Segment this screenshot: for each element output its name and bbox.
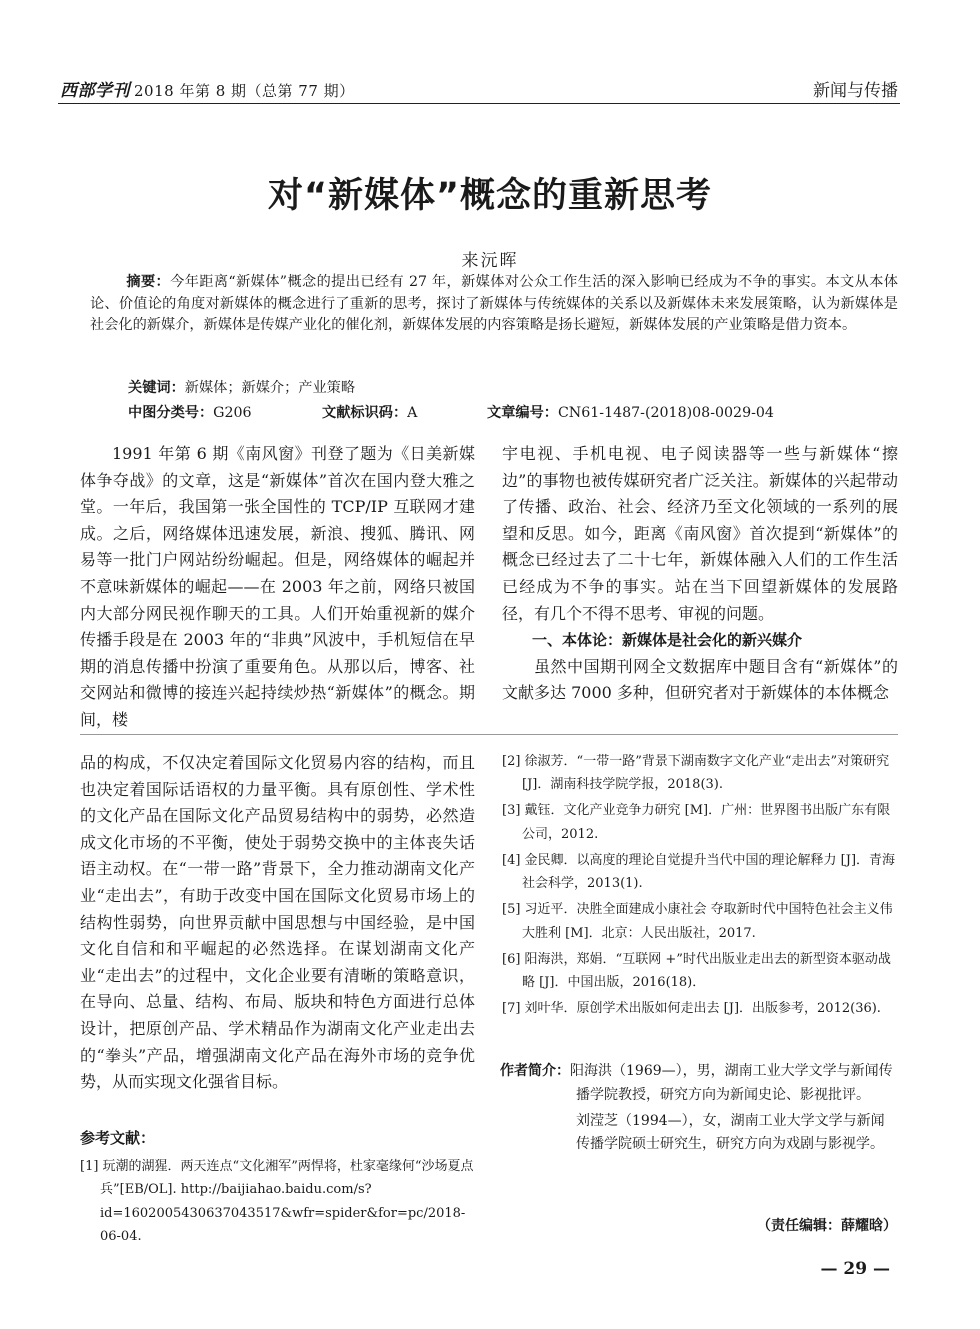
author-entry: [500, 1060, 898, 1108]
body-paragraph: 1991 年第 6 期《南风窗》刊登了题为《日美新媒体争夺战》的文章，这是“新媒体”首次在国内登大雅之堂。一年后，我国第一张全国性的 TCP/IP 互联网才建成。之后，网络媒体迅速发展，新浪、搜狐、腾讯、网易等一批门户网站纷纷崛起。但是，网络媒体的崛起并不意味新媒体的崛起——在 2003 年之前，网络只被国内大部分网民视作聊天的工具。人们开始重视新的媒介传播手段是在 2003 年的“非典”风波中，手机短信在早期的消息传播中扮演了重要角色。从那以后，博客、社交网站和微博的接连兴起持续炒热“新媒体”的概念。期间，楼: [80, 444, 475, 729]
body-column-left-top: [80, 441, 475, 734]
reference-item: [6] 阳海洪，郑娟．“互联网 +”时代出版业走出去的新型资本驱动战略 [J]．中国出版，2016(18)．: [502, 951, 891, 991]
reference-item: [1] 玩潮的湖猩．两天连点“文化湘军”两悍将，杜家毫缘何“沙场夏点兵”[EB/OL]. http://baijiahao.baidu.com/s?id=1602005430637043517&wfr=spider&for=pc/2018-06-04.: [80, 1159, 474, 1245]
references-title: 参考文献：: [80, 1129, 156, 1147]
responsible-editor: （责任编辑：薛耀晗）: [757, 1218, 897, 1234]
header-rule: [58, 103, 900, 104]
article-title: 对“新媒体”概念的重新思考: [267, 176, 712, 216]
body-paragraph: 品的构成，不仅决定着国际文化贸易内容的结构，而且也决定着国际话语权的力量平衡。具有原创性、学术性的文化产品在国际文化产品贸易结构中的弱势，必然造成文化市场的不平衡，使处于弱势交换中的主体丧失话语主动权。在“一带一路”背景下，全力推动湖南文化产业“走出去”，有助于改变中国在国际文化贸易市场上的结构性弱势，向世界贡献中国思想与中国经验，是中国文化自信和和平崛起的必然选择。在谋划湖南文化产业“走出去”的过程中，文化企业要有清晰的策略意识，在导向、总量、结构、布局、版块和特色方面进行总体设计，把原创产品、学术精品作为湖南文化产业走出去的“拳头”产品，增强湖南文化产品在海外市场的竞争优势，从而实现文化强省目标。: [80, 753, 475, 1092]
abstract-label: 摘要：: [126, 274, 171, 290]
section-name: 新闻与传播: [813, 81, 898, 101]
page-number: — 29 —: [820, 1259, 890, 1279]
keywords-label: 关键词：: [128, 380, 185, 396]
reference-item: [5] 习近平．决胜全面建成小康社会 夺取新时代中国特色社会主义伟大胜利 [M]．北京：人民出版社，2017.: [502, 902, 893, 941]
doc-code-value: A: [407, 405, 418, 421]
article-author: 来沅晖: [461, 251, 519, 271]
page-divider: [80, 734, 898, 735]
author-info-1: 阳海洪（1969—），男，湖南工业大学文学与新闻传播学院教授，研究方向为新闻史论、影视批评。: [570, 1063, 893, 1103]
section-heading: 一、本体论：新媒体是社会化的新兴媒介: [532, 631, 803, 650]
abstract: [90, 272, 898, 337]
article-no-label: 文章编号：: [487, 405, 558, 421]
body-paragraph: 宇电视、手机电视、电子阅读器等一些与新媒体“擦边”的事物也被传媒研究者广泛关注。新媒体的兴起带动了传播、政治、社会、经济乃至文化领域的一系列的展望和反思。如今，距离《南风窗》首次提到“新媒体”的概念已经过去了二十七年，新媒体融入人们的工作生活已经成为不争的事实。站在当下回望新媒体的发展路径，有几个不得不思考、审视的问题。: [502, 444, 898, 623]
body-column-right-top: [502, 441, 898, 707]
clc-value: G206: [213, 405, 252, 421]
author-info-2: 刘滢芝（1994—），女，湖南工业大学文学与新闻传播学院硕士研究生，研究方向为戏剧与影视学。: [576, 1112, 885, 1153]
reference-item: [4] 金民卿．以高度的理论自觉提升当代中国的理论解释力 [J]．青海社会科学，2013(1).: [502, 852, 896, 892]
article-no-value: CN61-1487-(2018)08-0029-04: [557, 405, 774, 421]
journal-name: 西部学刊: [60, 81, 130, 101]
reference-item: [3] 戴钰．文化产业竞争力研究 [M]．广州：世界图书出版广东有限公司，2012.: [502, 803, 891, 842]
keywords-text: 新媒体；新媒介；产业策略: [184, 380, 356, 396]
clc-label: 中图分类号：: [128, 405, 214, 421]
issue-info: 2018 年第 8 期（总第 77 期）: [134, 82, 355, 100]
document-code: [322, 402, 417, 422]
article-number: [487, 402, 774, 422]
references-list-left: [80, 1155, 476, 1251]
keywords: [128, 377, 355, 397]
references-list-right: [502, 750, 900, 1023]
body-column-left-bottom: [80, 750, 475, 1096]
author-info-label: 作者简介：: [500, 1063, 570, 1079]
reference-item: [7] 刘叶华．原创学术出版如何走出去 [J]．出版参考，2012(36).: [502, 1001, 881, 1017]
clc-number: [128, 402, 252, 422]
reference-item: [2] 徐淑芳．“一带一路”背景下湖南数字文化产业“走出去”对策研究 [J]．湖南科技学院学报，2018(3).: [502, 754, 890, 793]
author-info: [500, 1060, 898, 1157]
body-paragraph: 虽然中国期刊网全文数据库中题目含有“新媒体”的文献多达 7000 多种，但研究者对于新媒体的本体概念: [502, 656, 898, 703]
running-header-left: [60, 76, 355, 101]
abstract-text: 今年距离“新媒体”概念的提出已经有 27 年，新媒体对公众工作生活的深入影响已经成为不争的事实。本文从本体论、价值论的角度对新媒体的概念进行了重新的思考，探讨了新媒体与传统媒体的关系以及新媒体未来发展策略，认为新媒体是社会化的新媒介，新媒体是传媒产业化的催化剂，新媒体发展的内容策略是扬长避短，新媒体发展的产业策略是借力资本。: [90, 274, 898, 334]
doc-code-label: 文献标识码：: [322, 405, 408, 421]
